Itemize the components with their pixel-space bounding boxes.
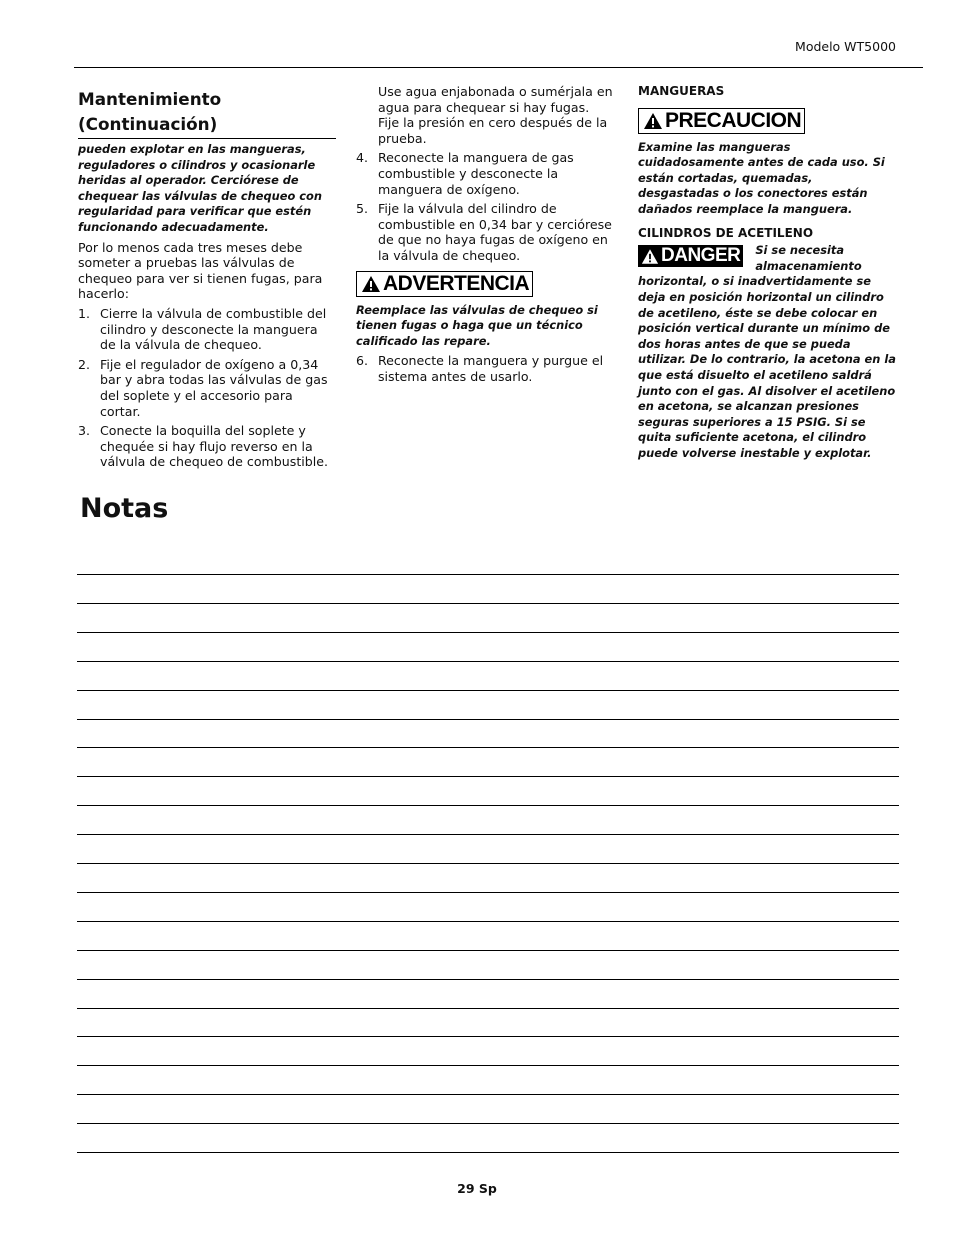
note-line [77,776,899,777]
continued-text: Use agua enjabonada o sumérjala en agua para chequear si hay fugas. Fije la presión en cero después de la prueba. [378,84,613,146]
note-line [77,719,899,720]
top-rule [74,67,923,68]
cylinders-heading: CILINDROS DE ACETILENO [638,225,814,240]
note-line [77,863,899,864]
note-line [77,1152,899,1153]
precaucion-text: Examine las mangueras cuidadosamente antes de cada uso. Si están cortadas, quemadas, desgastadas o los conectores están dañados reemplace la manguera. [638,139,885,216]
danger-block [638,243,896,461]
step-text: Reconecte la manguera de gas combustible y desconecte la manguera de oxígeno. [378,150,574,197]
column-steps [356,84,614,389]
step-text: Fije el regulador de oxígeno a 0,34 bar y abra todas las válvulas de gas del soplete y el accesorio para cortar. [100,356,328,419]
advertencia-badge [356,271,533,297]
warning-continuation: pueden explotar en las mangueras, reguladores o cilindros y ocasionarle heridas al operador. Cerciórese de chequear las válvulas de chequeo con regularidad para verificar que estén funcionando adecuadamente. [78,142,322,234]
note-line [77,1036,899,1037]
advertencia-label: ADVERTENCIA [383,271,530,295]
list-item [78,306,336,353]
page-number: 29 Sp [457,1181,497,1196]
hoses-heading: MANGUERAS [638,84,725,98]
intro-paragraph: Por lo menos cada tres meses debe someter a pruebas las válvulas de chequeo para ver si tienen fugas, para hacerlo: [78,239,323,302]
note-line [77,1008,899,1009]
list-item [356,201,614,263]
danger-badge [638,245,743,267]
step-text: Conecte la boquilla del soplete y chequée si hay flujo reverso en la válvula de chequeo de combustible. [100,423,329,470]
note-line [77,1065,899,1066]
model-label: Modelo WT5000 [795,39,896,54]
note-line [77,921,899,922]
note-line [77,632,899,633]
list-item [356,353,614,384]
danger-text: Si se necesita almacenamiento horizontal, o si inadvertidamente se deja en posición horizontal un cilindro de acetileno, éste se debe colocar en posición vertical durante un mínimo de dos horas antes de que se pueda utilizar. De lo contrario, la acetona en la que está disuelto el acetileno saldrá junto con el gas. Al disolver el acetileno en acetona, se alcanzan presiones seguras superiores a 15 PSIG. Si se quita suficiente acetona, el cilindro puede volverse inestable y explotar. [638,243,896,460]
note-line [77,661,899,662]
note-line [77,574,899,575]
step-text: Fije la válvula del cilindro de combustible en 0,34 bar y cerciórese de que no haya fugas de oxígeno en la válvula de chequeo. [378,201,612,263]
section-title [78,87,336,139]
column-hoses-cylinders [638,84,896,465]
note-line [77,603,899,604]
note-line [77,690,899,691]
column-maintenance [78,84,336,474]
list-item [78,357,336,419]
steps-list-3 [356,353,614,384]
list-item [78,423,336,470]
warning-triangle-icon [643,112,663,130]
precaucion-badge [638,108,805,134]
danger-label: DANGER [661,245,741,267]
list-item [356,150,614,197]
step-text: Cierre la válvula de combustible del cilindro y desconecte la manguera de la válvula de chequeo. [100,305,327,353]
advertencia-text: Reemplace las válvulas de chequeo si tienen fugas o haga que un técnico calificado las repare. [356,302,598,348]
step-number: 6. [356,353,369,369]
note-line [77,892,899,893]
note-line [77,1123,899,1124]
precaucion-label: PRECAUCION [665,108,802,132]
step-text: Reconecte la manguera y purgue el sistema antes de usarlo. [378,353,604,384]
warning-triangle-icon [641,248,659,265]
step-number: 2. [78,356,91,372]
steps-list-2 [356,150,614,263]
step-number: 4. [356,150,369,166]
note-line [77,834,899,835]
note-line [77,1094,899,1095]
step-number: 1. [78,305,91,321]
step-number: 3. [78,423,91,439]
note-line [77,747,899,748]
notes-title: Notas [80,493,169,524]
section-title-line2: (Continuación) [78,114,218,134]
note-line [77,950,899,951]
step-number: 5. [356,201,369,217]
warning-triangle-icon [361,275,381,293]
section-title-line1: Mantenimiento [78,89,222,109]
note-line [77,805,899,806]
steps-list-1 [78,306,336,470]
note-line [77,979,899,980]
